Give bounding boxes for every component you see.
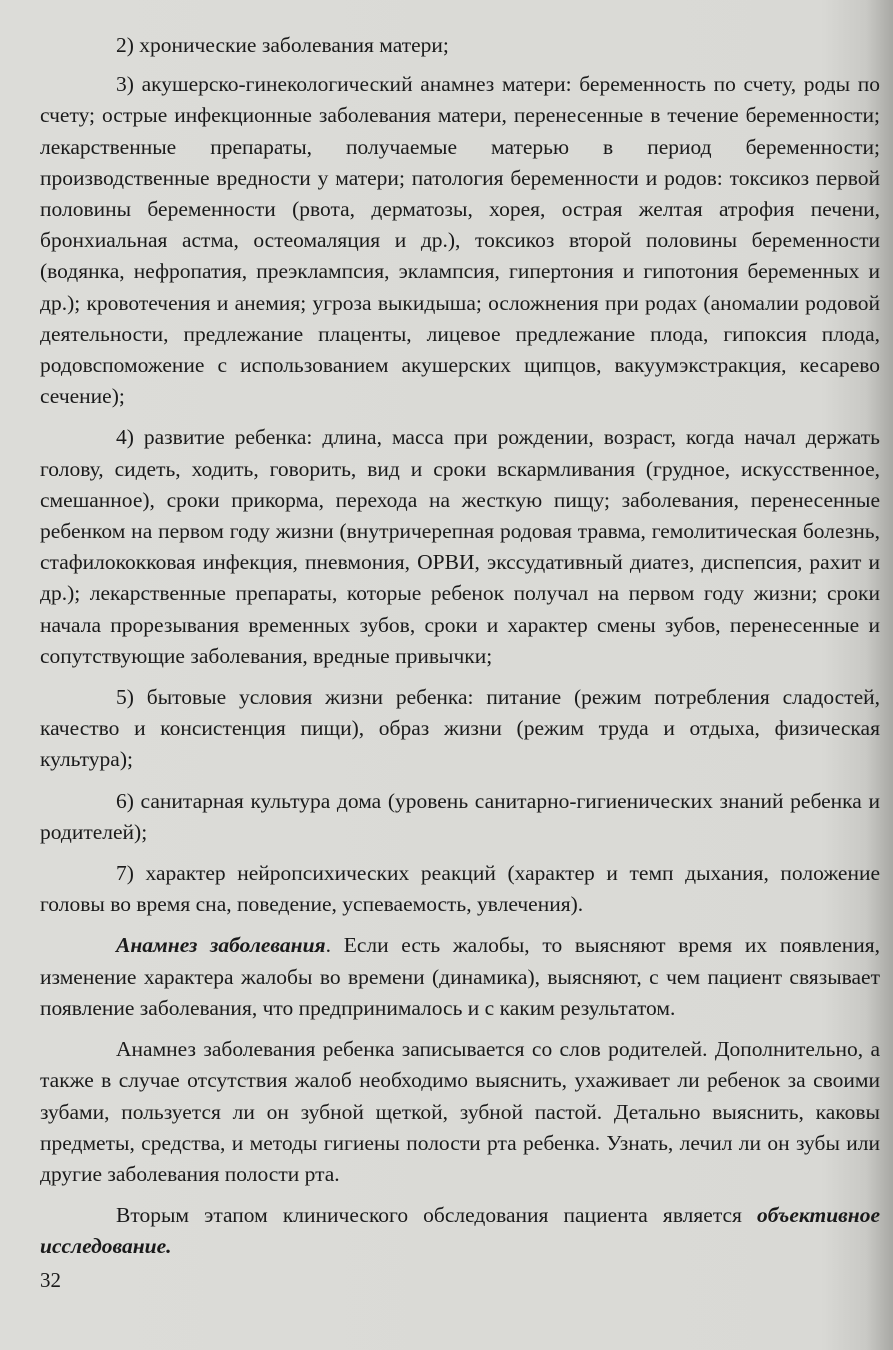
emphasized-term: объективное исследование. (40, 1203, 880, 1259)
page-number: 32 (40, 1268, 61, 1292)
list-item: 3) акушерско-гинекологический анамнез матери: беременность по счету, роды по счету; острые инфекционные заболевания матери, перенесенные в течение беременности; лекарственные препараты, получаемые матерью в период беременности; производственные вредности у матери; патология беременности и родов: токсикоз первой половины беременности (рвота, дерматозы, хорея, острая желтая атрофия печени, бронхиальная астма, остеомаляция и др.), токсикоз второй половины беременности (водянка, нефропатия, преэклампсия, эклампсия, гипертония и гипотония беременных и др.); кровотечения и анемия; угроза выкидыша; осложнения при родах (аномалии родовой деятельности, предлежание плаценты, лицевое предлежание плода, гипоксия плода, родовспоможение с использованием акушерских щипцов, вакуумэкстракция, кесарево сечение); (40, 72, 880, 409)
page-body (40, 30, 880, 1273)
list-item: 4) развитие ребенка: длина, масса при рождении, возраст, когда начал держать голову, сидеть, ходить, говорить, вид и сроки вскармливания (грудное, искусственное, смешанное), сроки прикорма, перехода на жесткую пищу; заболевания, перенесенные ребенком на первом году жизни (внутричерепная родовая травма, гемолитическая болезнь, стафилококковая инфекция, пневмония, ОРВИ, экссудативный диатез, диспепсия, рахит и др.); лекарственные препараты, которые ребенок получал на первом году жизни; сроки начала прорезывания временных зубов, сроки и характер смены зубов, перенесенные и сопутствующие заболевания, вредные привычки; (40, 425, 880, 668)
disease-history-paragraph (40, 930, 880, 1024)
list-item: 7) характер нейропсихических реакций (характер и темп дыхания, положение головы во время сна, поведение, успеваемость, увлечения). (40, 861, 880, 917)
list-item: 2) хронические заболевания матери; (116, 33, 449, 57)
section-lead-heading: Анамнез заболевания (116, 933, 326, 958)
paragraph-text: . Если есть жалобы, то выясняют время их появления, изменение характера жалобы во времени (динамика), выясняют, с чем пациент связывает появление заболевания, что предпринималось и с каким результатом. (40, 933, 880, 1020)
list-item: 5) бытовые условия жизни ребенка: питание (режим потребления сладостей, качество и консистенция пищи), образ жизни (режим труда и отдыха, физическая культура); (40, 685, 880, 772)
second-stage-paragraph (40, 1200, 880, 1262)
list-item: 6) санитарная культура дома (уровень санитарно-гигиенических знаний ребенка и родителей); (40, 788, 880, 844)
paragraph-text: Вторым этапом клинического обследования пациента является (116, 1203, 758, 1228)
child-history-paragraph: Анамнез заболевания ребенка записывается со слов родителей. Дополнительно, а также в случае отсутствия жалоб необходимо выяснить, ухаживает ли ребенок за своими зубами, пользуется ли он зубной щеткой, зубной пастой. Детально выяснить, каковы предметы, средства, и методы гигиены полости рта ребенка. Узнать, лечил ли он зубы или другие заболевания полости рта. (40, 1037, 880, 1186)
